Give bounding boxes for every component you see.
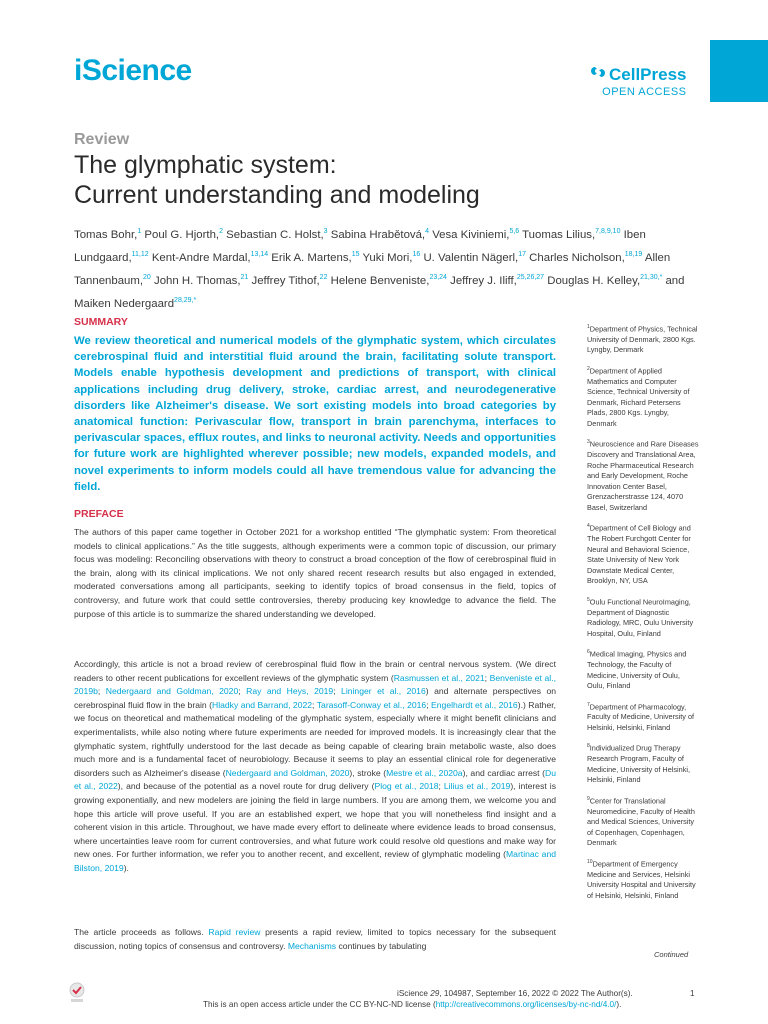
paragraph-text: ) and alternate perspectives on cerebrospinal fluid flow in the brain ( <box>74 686 557 710</box>
affiliation-number: 8 <box>587 743 590 750</box>
paragraph-text: ), and cardiac arrest ( <box>462 767 545 778</box>
author-name[interactable]: Helene Benveniste, <box>330 274 430 287</box>
citation-link[interactable]: Plog et al., 2018 <box>374 781 439 792</box>
affiliation-text: Department of Physics, Technical University of Denmark, 2800 Kgs. Lyngby, Denmark <box>587 324 698 355</box>
author-name[interactable]: Jeffrey J. Iliff, <box>450 274 517 287</box>
affiliation-text: Oulu Functional NeuroImaging, Department of Diagnostic Radiology, MRC, Oulu University Hospital, Oulu, Finland <box>587 597 694 638</box>
page-number: 1 <box>690 989 695 998</box>
author-name[interactable]: Tomas Bohr, <box>74 228 138 241</box>
author-affiliation-marker[interactable]: 11,12 <box>131 251 149 259</box>
citation-link[interactable]: Mechanisms <box>287 940 337 951</box>
paragraph-text: ), stroke ( <box>349 767 387 778</box>
paragraph-text: ; <box>312 699 317 710</box>
author-name[interactable]: Vesa Kiviniemi, <box>432 228 510 241</box>
affiliation-number: 2 <box>587 365 590 372</box>
author-affiliation-marker[interactable]: 7,8,9,10 <box>595 228 621 235</box>
crossmark-badge-icon[interactable] <box>68 982 86 1004</box>
author-name[interactable]: Sebastian C. Holst, <box>226 228 324 241</box>
affiliation-text: Medical Imaging, Physics and Technology, the Faculty of Medicine, University of Oulu, Oulu, Finland <box>587 649 687 691</box>
citation-line <box>397 989 633 998</box>
author-affiliation-marker[interactable]: 17 <box>518 251 526 259</box>
author-affiliation-marker[interactable]: 18,19 <box>624 251 643 259</box>
affiliation-item <box>587 857 699 901</box>
paragraph-text: ; <box>97 686 106 697</box>
paragraph-text: ).) Rather, we focus on theoretical and mathematical modeling of the glymphatic system, especially where it might benefit clinicians and experimentalists, while also noting where future experiments are needed for improved models. It is increasingly clear that the glymphatic system, rightfully understood for the last decade as being capable of clearing brain metabolic waste, also does much more and is a fundamental facet of neurobiology. Because it seems to play an essential clinical role for degenerative disorders such as Alzheimer's disease ( <box>74 699 556 778</box>
author-affiliation-marker[interactable]: 3 <box>323 228 328 235</box>
paragraph-text: ), interest is growing exponentially, and new modelers are joining the field in large numbers. If you are among them, we welcome you and hope this article will prove useful. If you are an established expert, we hope that you will nonetheless find insight and a coherent vision in this article. Throughout, we have made every effort to delineate where evidence leads to broad consensus, where uncertainties leave room for current controversies, and what future work could resolve old questions and make way for new ones. For further information, we refer you to another recent, and excellent, review of glymphatic modeling ( <box>74 781 556 860</box>
license-text: This is an open access article under the CC BY-NC-ND license ( <box>203 1000 436 1009</box>
author-name[interactable]: U. Valentin Nägerl, <box>423 251 519 264</box>
author-name[interactable]: Yuki Mori, <box>362 251 413 264</box>
affiliation-number: 1 <box>587 324 590 330</box>
preface-heading: PREFACE <box>74 508 124 520</box>
author-list <box>74 222 694 314</box>
citation-link[interactable]: Hladky and Barrand, 2022 <box>211 699 313 710</box>
author-name[interactable]: John H. Thomas, <box>154 274 241 287</box>
citation-link[interactable]: Rasmussen et al., 2021 <box>393 672 485 683</box>
author-affiliation-marker[interactable]: 13,14 <box>250 251 269 259</box>
author-affiliation-marker[interactable]: 21 <box>240 274 249 282</box>
author-affiliation-marker[interactable]: 2 <box>219 228 223 235</box>
author-name[interactable]: Allen Tannenbaum, <box>74 251 671 287</box>
citation-link[interactable]: Martinac and Bilston, 2019 <box>74 849 556 873</box>
license-link[interactable]: http://creativecommons.org/licenses/by-nc-nd/4.0/ <box>435 1000 617 1009</box>
affiliation-item <box>587 794 699 849</box>
publisher-logo[interactable] <box>590 64 687 98</box>
author-name[interactable]: Jeffrey Tithof, <box>251 274 320 287</box>
author-affiliation-marker[interactable]: 5,6 <box>509 228 520 235</box>
summary-text: We review theoretical and numerical models of the glymphatic system, which circulates cerebrospinal fluid and interstitial fluid around the brain, facilitating solute transport. Models enable hypothesis development and predictions of transport, with clinical applications including drug delivery, stroke, cardiac arrest, and neurodegenerative disorders like Alzheimer's disease. We sort existing models into broad categories by anatomical function: Perivascular flow, transport in brain parenchyma, interfaces to perivascular spaces, efflux routes, and links to neuronal activity. Needs and opportunities for future work are highlighted wherever possible; new models, expanded models, and novel experiments to inform models could all have tremendous value for advancing the field. <box>74 335 556 493</box>
paragraph-text: continues by tabulating <box>336 940 427 951</box>
citation-link[interactable]: Nedergaard and Goldman, 2020 <box>225 767 350 778</box>
continued-label: Continued <box>654 950 689 959</box>
affiliation-text: Department of Emergency Medicine and Services, Helsinki University Hospital and University of Helsinki, Helsinki, Finland <box>587 859 696 900</box>
paragraph-text: ), and because of the potential as a novel route for drug delivery ( <box>117 781 375 792</box>
affiliation-item <box>587 595 699 639</box>
publisher-name: CellPress <box>609 64 687 84</box>
citation-link[interactable]: Rapid review <box>208 927 261 937</box>
affiliations-column <box>587 322 699 909</box>
affiliation-item <box>587 700 699 734</box>
license-close: ). <box>616 1000 622 1009</box>
citation-link[interactable]: Lilius et al., 2019 <box>443 781 511 792</box>
author-name[interactable]: Erik A. Martens, <box>271 251 352 264</box>
affiliation-text: Individualized Drug Therapy Research Program, Faculty of Medicine, University of Helsinki, Helsinki, Finland <box>587 743 691 785</box>
affiliation-text: Neuroscience and Rare Diseases Discovery and Translational Area, Roche Pharmaceutical Research and Early Development, Roche Innovation Center Basel, Grenzacherstrasse 124, 4070 Basel, Switzerland <box>587 439 699 512</box>
affiliation-number: 10 <box>587 858 593 865</box>
affiliation-number: 7 <box>587 701 590 708</box>
author-name[interactable]: and Maiken Nedergaard <box>74 274 685 311</box>
affiliation-item <box>587 647 699 691</box>
paragraph-text: presents a rapid review, limited to topics necessary for the subsequent discussion, noting topics of consensus and controversy. <box>74 927 556 951</box>
paragraph-text: Accordingly, this article is not a broad review of cerebrospinal fluid flow in the brain or central nervous system. (We direct readers to other recent publications for excellent reviews of the glymphatic system ( <box>74 659 556 683</box>
title-line-1: The glymphatic system: <box>74 151 337 179</box>
citation-link[interactable]: Mestre et al., 2020a <box>386 767 463 778</box>
preface-paragraph-1: The authors of this paper came together in October 2021 for a workshop entitled “The glymphatic system: From theoretical models to clinical applications.” As the title suggests, although experiments were a common topic of discussion, our primary focus was modeling: Reconciling observations with theory to construct a broad conception of the flow of cerebrospinal fluid in the brain, along with its clinical implications. We not only shared recent research results but also engaged in extended, moderated conversations among all participants, seeking to identify topics of broad consensus in the field, topics of controversy, and future work that could settle controversies, thereby producing key knowledge to advance the field. The purpose of this article is to summarize the shared understanding we developed. <box>74 527 556 619</box>
affiliation-item <box>587 437 699 513</box>
license-line <box>203 1000 621 1009</box>
author-name[interactable]: Tuomas Lilius, <box>522 228 596 241</box>
preface-paragraph-2 <box>74 658 556 876</box>
paragraph-text: ). <box>123 862 129 873</box>
author-affiliation-marker[interactable]: 1 <box>137 228 142 235</box>
affiliation-number: 4 <box>587 523 590 530</box>
preface-paragraph-3 <box>74 926 556 953</box>
paragraph-text: ; <box>238 686 247 697</box>
affiliation-item <box>587 521 699 586</box>
author-affiliation-marker[interactable]: 4 <box>425 228 430 235</box>
author-affiliation-marker[interactable]: 23,24 <box>429 274 447 282</box>
author-name[interactable]: Kent-Andre Mardal, <box>151 251 251 264</box>
paragraph-text: ; <box>438 781 444 792</box>
citation-link[interactable]: Tarasoff-Conway et al., 2016 <box>316 699 427 710</box>
affiliation-number: 6 <box>587 649 590 656</box>
affiliation-text: Department of Cell Biology and The Robert Furchgott Center for Neural and Behavioral Science, State University of New York Downstate Medical Center, Brooklyn, NY, USA <box>587 523 691 586</box>
citation-link[interactable]: Engelhardt et al., 2016 <box>431 699 518 710</box>
author-affiliation-marker[interactable]: 22 <box>319 274 328 282</box>
author-affiliation-marker[interactable]: 20 <box>143 274 151 282</box>
affiliation-item <box>587 364 699 429</box>
citation-link[interactable]: Benveniste et al., 2019b <box>74 672 556 697</box>
author-name[interactable]: Iben Lundgaard, <box>74 228 646 264</box>
cellpress-logo-icon <box>590 64 606 85</box>
affiliation-item <box>587 322 699 356</box>
author-affiliation-marker[interactable]: 28,29,* <box>174 297 197 305</box>
article-type: Review <box>74 131 130 148</box>
citation-volume: 29 <box>427 989 440 998</box>
citation-link[interactable]: Nedergaard and Goldman, 2020 <box>105 686 239 697</box>
author-affiliation-marker[interactable]: 25,26,27 <box>516 274 545 282</box>
author-affiliation-marker[interactable]: 16 <box>412 251 421 259</box>
affiliation-text: Center for Translational Neuromedicine, Faculty of Health and Medical Sciences, University of Copenhagen, Copenhagen, Denmark <box>587 796 695 848</box>
affiliation-number: 9 <box>587 795 590 802</box>
citation-link[interactable]: Lininger et al., 2016 <box>341 686 426 697</box>
affiliation-item <box>587 741 699 785</box>
affiliation-number: 3 <box>587 439 590 446</box>
corner-color-tab <box>710 40 768 102</box>
author-name[interactable]: Sabina Hrabětová, <box>330 228 426 241</box>
title-line-2: Current understanding and modeling <box>74 181 480 209</box>
open-access-label: OPEN ACCESS <box>602 86 687 98</box>
article-title <box>74 150 480 210</box>
affiliation-text: Department of Pharmacology, Faculty of Medicine, University of Helsinki, Helsinki, Finland <box>587 701 695 732</box>
citation-details: , 104987, September 16, 2022 © 2022 The Author(s). <box>439 989 633 998</box>
author-name[interactable]: Charles Nicholson, <box>529 251 625 264</box>
paragraph-text: ; <box>426 699 432 710</box>
paragraph-text: The article proceeds as follows. <box>74 927 209 937</box>
paragraph-text: ; <box>484 672 490 683</box>
author-affiliation-marker[interactable]: 15 <box>351 251 360 259</box>
affiliation-number: 5 <box>587 596 590 603</box>
citation-link[interactable]: Du et al., 2022 <box>74 767 556 792</box>
citation-journal: iScience <box>397 989 428 998</box>
citation-link[interactable]: Ray and Heys, 2019 <box>246 686 334 697</box>
affiliation-text: Department of Applied Mathematics and Computer Science, Technical University of Denmark, Richard Petersens Plads, 2800 Kgs. Lyngby, Denmark <box>587 366 690 428</box>
paragraph-text: ; <box>333 686 342 697</box>
author-name[interactable]: Poul G. Hjorth, <box>144 228 220 241</box>
author-name[interactable]: Douglas H. Kelley, <box>547 274 641 287</box>
summary-heading: SUMMARY <box>74 316 128 328</box>
author-affiliation-marker[interactable]: 21,30,* <box>640 274 663 282</box>
journal-name: iScience <box>74 54 192 87</box>
